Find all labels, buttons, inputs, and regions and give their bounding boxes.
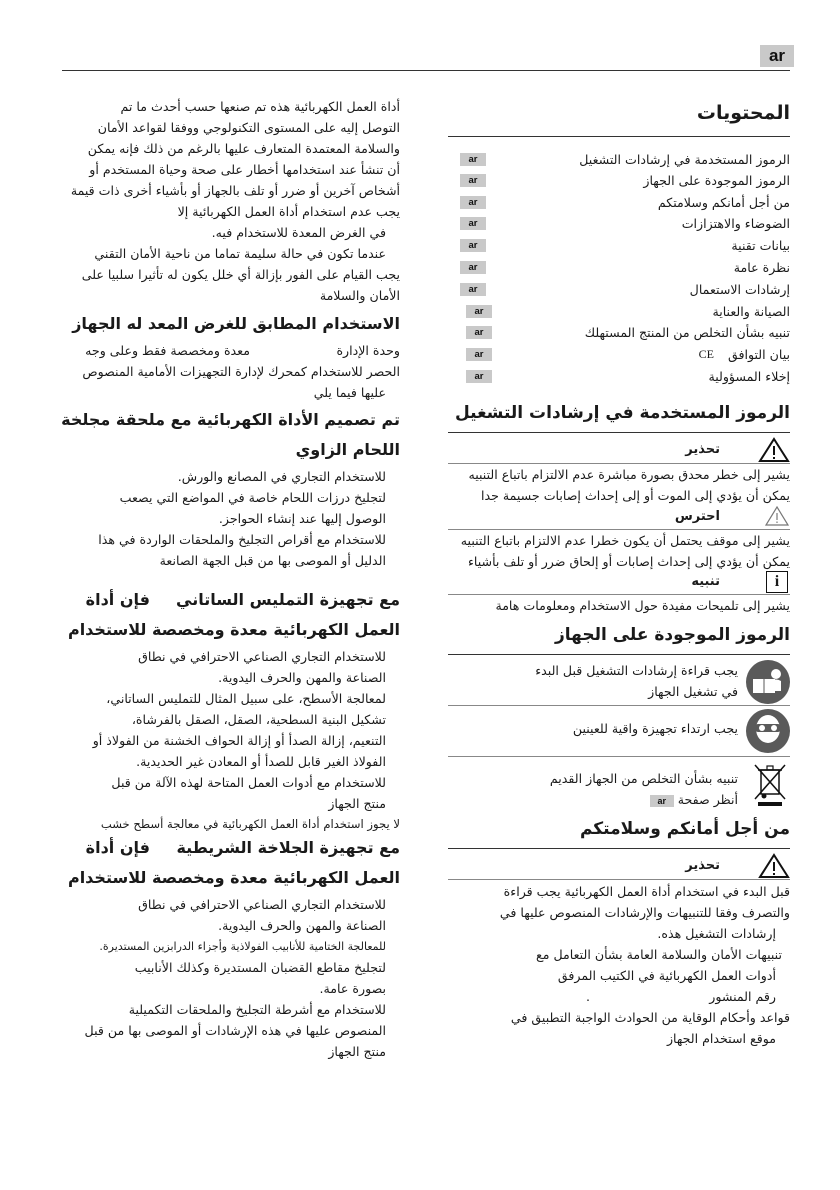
danger-text xyxy=(448,464,790,506)
toc-item[interactable] xyxy=(448,344,790,365)
toc-item[interactable] xyxy=(448,170,790,191)
symbol-eye-text: يجب ارتداء تجهيزة واقية للعينين xyxy=(572,721,738,736)
list-item: للاستخدام التجاري الصناعي الاحترافي في نطاق xyxy=(138,649,386,664)
list-item: لمعالجة الأسطح، على سبيل المثال للتمليس الساتاني، xyxy=(106,691,386,706)
symbol-text-line: تنبيه بشأن التخلص من الجهاز القديم xyxy=(549,771,738,786)
toc-page-badge: ar xyxy=(460,239,486,252)
intro-line: والسلامة المعتمدة المتعارف عليها بالرغم من ذلك فإنه يمكن xyxy=(87,141,400,156)
list-item: الوصول إليها عند إنشاء الحواجز. xyxy=(218,511,386,526)
warning-line: أدوات العمل الكهربائية في الكتيب المرفق xyxy=(557,968,776,983)
toc-item-label: الضوضاء والاهتزازات xyxy=(681,216,790,231)
symbols-device-heading: الرموز الموجودة على الجهاز xyxy=(554,625,790,645)
satin-heading xyxy=(60,586,400,614)
info-icon: i xyxy=(766,571,788,593)
warning-title: تحذير xyxy=(685,858,720,873)
crossed-bin-icon xyxy=(752,762,788,808)
language-badge: ar xyxy=(760,45,794,67)
publication-dot: . xyxy=(585,989,590,1004)
toc-page-badge: ar xyxy=(466,305,492,318)
symbol-text-line: في تشغيل الجهاز xyxy=(648,684,738,699)
warning-text xyxy=(448,881,790,1049)
intro-line: يجب القيام على الفور بإزالة أي خلل يكون له تأثيرا سلبيا على xyxy=(81,267,400,282)
toc-page-badge: ar xyxy=(460,217,486,230)
toc-page-badge: ar xyxy=(460,174,486,187)
warning-line: موقع استخدام الجهاز xyxy=(666,1031,776,1046)
satin-heading-part: مع تجهيزة التمليس الساتاني xyxy=(176,590,400,609)
warning-line: والتصرف وفقا للتنبيهات والإرشادات المنصوص عليها في xyxy=(499,905,790,920)
section-rule xyxy=(448,756,790,757)
note-text: يشير إلى تلميحات مفيدة حول الاستخدام ومعلومات هامة xyxy=(495,598,790,613)
toc-item[interactable] xyxy=(448,235,790,256)
ce-mark-icon: CE xyxy=(698,347,714,361)
warning-line xyxy=(448,986,790,1007)
toc-item-label: الرموز الموجودة على الجهاز xyxy=(643,173,790,188)
belt-list xyxy=(60,894,400,1062)
intended-line: الحصر للاستخدام كمحرك لإدارة التجهيزات الأمامية المنصوص xyxy=(82,364,400,379)
intended-use-text xyxy=(60,340,400,403)
warning-line: تنبيهات الأمان والسلامة العامة بشأن التعامل مع xyxy=(536,947,782,962)
list-item: المنصوص عليها في هذه الإرشادات أو الموصى بها من قبل xyxy=(84,1023,386,1038)
intro-item: في الغرض المعدة للاستخدام فيه. xyxy=(211,225,386,240)
satin-heading: العمل الكهربائية معدة ومخصصة للاستخدام xyxy=(67,620,400,639)
warning-line: قواعد وأحكام الوقاية من الحوادث الواجبة التطبيق في xyxy=(510,1010,790,1025)
safety-heading: من أجل أمانكم وسلامتكم xyxy=(579,819,790,839)
danger-title: تحذير xyxy=(685,442,720,457)
warning-line: إرشادات التشغيل هذه. xyxy=(657,926,776,941)
list-item: تشكيل البنية السطحية، الصقل، الصقل بالفرشاة، xyxy=(131,712,386,727)
toc-item-label: الرموز المستخدمة في إرشادات التشغيل xyxy=(579,152,790,167)
list-item: الدليل أو الموصى بها من قبل الجهة الصانعة xyxy=(159,553,386,568)
toc-item-label: إرشادات الاستعمال xyxy=(689,282,790,297)
warning-triangle-icon xyxy=(758,437,790,463)
satin-heading-part: فإن أداة xyxy=(85,590,150,609)
list-item: للاستخدام مع أشرطة التجليخ والملحقات التكميلية xyxy=(128,1002,386,1017)
symbol-text-line: يجب قراءة إرشادات التشغيل قبل البدء xyxy=(535,663,738,678)
intended-line-part: معدة ومخصصة فقط وعلى وجه xyxy=(85,343,250,358)
angle-grinder-heading: تم تصميم الأداة الكهربائية مع ملحقة مجلخة xyxy=(61,410,400,429)
list-item: التنعيم، إزالة الصدأ أو إزالة الحواف الخشنة من الفولاذ أو xyxy=(92,733,386,748)
intro-line: أشخاص آخرين أو ضرر أو تلف بالجهاز أو بأشياء أخرى ذات قيمة xyxy=(70,183,400,198)
publication-number-label: رقم المنشور xyxy=(709,989,776,1004)
danger-line: يمكن أن يؤدي إلى الموت أو إلى إحداث إصابات جسيمة جدا xyxy=(480,488,790,503)
list-item: للاستخدام التجاري الصناعي الاحترافي في نطاق xyxy=(138,897,386,912)
intro-line: الأمان والسلامة xyxy=(319,288,400,303)
toc-item[interactable] xyxy=(448,279,790,300)
intro-line: التوصل إليه على المستوى التكنولوجي ووفقا لقواعد الأمان xyxy=(97,120,400,135)
toc-item[interactable] xyxy=(448,213,790,234)
section-rule xyxy=(448,705,790,706)
symbol-disposal-text xyxy=(448,768,738,810)
list-item: الفولاذ الغير قابل للصدأ أو المعادن غير الحديدية. xyxy=(136,754,386,769)
intended-use-heading: الاستخدام المطابق للغرض المعد له الجهاز xyxy=(72,314,400,333)
section-rule xyxy=(448,432,790,433)
page-ref-badge: ar xyxy=(650,795,674,807)
eye-protection-icon xyxy=(745,708,791,754)
see-page-label: أنظر صفحة xyxy=(677,792,738,807)
toc-item[interactable] xyxy=(448,322,790,343)
caution-line: يشير إلى موقف يحتمل أن يكون خطرا عدم الالتزام باتباع التنبيه xyxy=(460,533,790,548)
toc-item-label: الصيانة والعناية xyxy=(712,304,790,319)
toc-item[interactable] xyxy=(448,301,790,322)
toc-rule xyxy=(448,136,790,137)
toc-item-label: تنبيه بشأن التخلص من المنتج المستهلك xyxy=(584,325,790,340)
intro-item: عندما تكون في حالة سليمة تماما من ناحية الأمان التقني xyxy=(94,246,386,261)
toc-item-label: بيانات تقنية xyxy=(731,238,790,253)
list-item: منتج الجهاز xyxy=(328,1044,386,1059)
section-rule xyxy=(448,654,790,655)
intended-line xyxy=(60,340,400,361)
symbol-read-manual-text xyxy=(448,660,738,702)
toc-item[interactable] xyxy=(448,257,790,278)
toc-title: المحتويات xyxy=(696,102,790,124)
toc-page-badge: ar xyxy=(460,153,486,166)
caution-title: احترس xyxy=(674,509,720,524)
list-item: منتج الجهاز xyxy=(328,796,386,811)
list-item: للاستخدام مع أقراص التجليخ والملحقات الواردة في هذا xyxy=(98,532,386,547)
warning-line: قبل البدء في استخدام أداة العمل الكهربائية يجب قراءة xyxy=(503,884,790,899)
list-item: للاستخدام مع أدوات العمل المتاحة لهذه الآلة من قبل xyxy=(111,775,386,790)
list-item: للاستخدام التجاري في المصانع والورش. xyxy=(177,469,386,484)
toc-item-label: نظرة عامة xyxy=(733,260,790,275)
list-item: للمعالجة الختامية للأنابيب الفولاذية وأجزاء الدرابزين المستديرة. xyxy=(99,940,386,953)
toc-item[interactable] xyxy=(448,192,790,213)
warning-triangle-icon xyxy=(758,853,790,879)
toc-page-badge: ar xyxy=(460,261,486,274)
belt-heading xyxy=(60,834,400,862)
list-item: الصناعة والمهن والحرف اليدوية. xyxy=(218,918,386,933)
toc-item-label: إخلاء المسؤولية xyxy=(708,369,790,384)
note-title: تنبيه xyxy=(691,574,720,589)
section-rule xyxy=(448,879,790,880)
danger-line: يشير إلى خطر محدق بصورة مباشرة عدم الالتزام باتباع التنبيه xyxy=(468,467,790,482)
list-item: الصناعة والمهن والحرف اليدوية. xyxy=(218,670,386,685)
intro-line: أن تنشأ عند استخدامها أخطار على صحة وحياة المستخدم أو xyxy=(89,162,400,177)
intended-line: عليها فيما يلي xyxy=(313,385,386,400)
belt-heading-part: مع تجهيزة الجلاخة الشريطية xyxy=(176,838,400,857)
intended-line-part: وحدة الإدارة xyxy=(336,343,400,358)
toc-item[interactable] xyxy=(448,366,790,387)
toc-item[interactable] xyxy=(448,149,790,170)
header-rule xyxy=(62,70,790,71)
caution-line: يمكن أن يؤدي إلى إحداث إصابات أو إلحاق ضرر أو تلف بأشياء xyxy=(467,554,790,569)
section-rule xyxy=(448,848,790,849)
toc-page-badge: ar xyxy=(460,196,486,209)
caution-text xyxy=(448,530,790,572)
read-manual-icon xyxy=(745,659,791,705)
toc-page-badge: ar xyxy=(466,348,492,361)
belt-heading-part: فإن أداة xyxy=(85,838,150,857)
satin-list xyxy=(60,646,400,835)
toc-page-badge: ar xyxy=(460,283,486,296)
angle-grinder-heading: اللحام الزاوي xyxy=(295,440,400,459)
belt-heading: العمل الكهربائية معدة ومخصصة للاستخدام xyxy=(67,868,400,887)
toc-item-label: من أجل أمانكم وسلامتكم xyxy=(657,195,790,210)
intro-section xyxy=(60,96,400,306)
toc-page-badge: ar xyxy=(466,370,492,383)
list-item: بصورة عامة. xyxy=(319,981,386,996)
intro-line: يجب عدم استخدام أداة العمل الكهربائية إلا xyxy=(177,204,400,219)
caution-triangle-icon xyxy=(764,505,790,527)
toc-item-label: بيان التوافق xyxy=(727,347,790,362)
satin-note: لا يجوز استخدام أداة العمل الكهربائية في معالجة أسطح خشب xyxy=(100,817,400,831)
angle-grinder-list xyxy=(60,466,400,571)
list-item: لتجليخ مقاطع القضبان المستديرة وكذلك الأنابيب xyxy=(134,960,386,975)
list-item: لتجليخ درزات اللحام خاصة في المواضع التي يصعب xyxy=(119,490,386,505)
symbols-manual-heading: الرموز المستخدمة في إرشادات التشغيل xyxy=(454,403,790,423)
toc-page-badge: ar xyxy=(466,326,492,339)
intro-line: أداة العمل الكهربائية هذه تم صنعها حسب أحدث ما تم xyxy=(120,99,400,114)
symbol-text-line xyxy=(448,789,738,810)
